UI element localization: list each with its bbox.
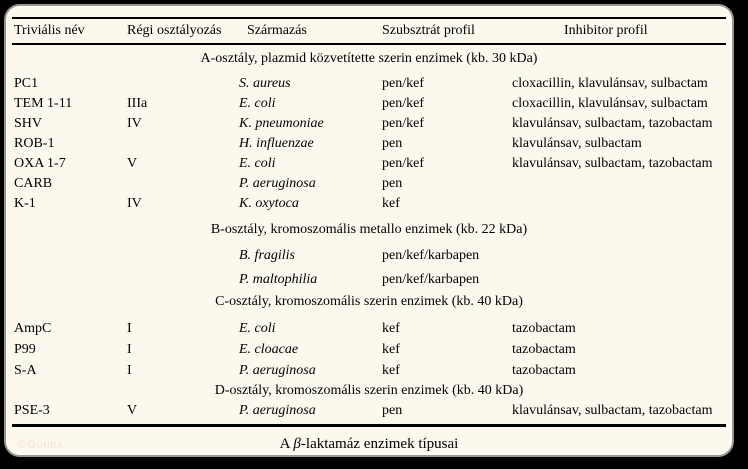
table-row bbox=[6, 244, 732, 268]
cell-old-class: I bbox=[127, 341, 132, 357]
cell-substrate: pen bbox=[382, 136, 403, 151]
table-header-row bbox=[6, 19, 732, 43]
table-row bbox=[6, 174, 732, 194]
cell-old-class: V bbox=[127, 156, 138, 171]
bottom-rule bbox=[12, 424, 726, 427]
table-row bbox=[6, 360, 732, 381]
cell-inhibitor: klavulánsav, sulbactam bbox=[512, 136, 642, 151]
cell-old-class: IIIa bbox=[127, 96, 148, 111]
cell-substrate: kef bbox=[382, 362, 400, 378]
table-content bbox=[6, 6, 732, 455]
cell-inhibitor: tazobactam bbox=[512, 320, 576, 336]
cell-old-class: I bbox=[127, 320, 132, 336]
cell-origin: E. coli bbox=[239, 96, 276, 111]
cell-origin: K. oxytoca bbox=[239, 196, 299, 211]
section-title: B-osztály, kromoszomális metallo enzimek (kb. 22 kDa) bbox=[210, 222, 528, 237]
cell-trivial-name: P99 bbox=[14, 341, 36, 357]
cell-origin: E. coli bbox=[239, 320, 276, 336]
column-header-1: Triviális név bbox=[14, 23, 85, 38]
cell-substrate: kef bbox=[382, 320, 400, 336]
section-rows bbox=[6, 244, 732, 292]
cell-inhibitor: klavulánsav, sulbactam, tazobactam bbox=[512, 116, 713, 131]
table-row bbox=[6, 134, 732, 154]
cell-origin: P. aeruginosa bbox=[239, 176, 316, 191]
column-header-4: Szubsztrát profil bbox=[382, 23, 475, 38]
table-row bbox=[6, 194, 732, 214]
cell-old-class: V bbox=[127, 403, 138, 418]
section-title: A-osztály, plazmid közvetítette szerin enzimek (kb. 30 kDa) bbox=[200, 51, 538, 66]
caption-beta-symbol: β bbox=[293, 436, 301, 452]
header-rule bbox=[12, 43, 726, 45]
cell-old-class: I bbox=[127, 362, 132, 378]
cell-old-class: IV bbox=[127, 116, 142, 131]
caption-text-before: A bbox=[279, 436, 294, 452]
cell-substrate: kef bbox=[382, 196, 400, 211]
table-caption bbox=[6, 434, 732, 454]
cell-inhibitor: cloxacillin, klavulánsav, sulbactam bbox=[512, 96, 708, 111]
cell-trivial-name: ROB-1 bbox=[14, 136, 55, 151]
cell-origin: K. pneumoniae bbox=[239, 116, 324, 131]
cell-trivial-name: AmpC bbox=[14, 320, 52, 336]
cell-inhibitor: klavulánsav, sulbactam, tazobactam bbox=[512, 156, 713, 171]
table-row bbox=[6, 114, 732, 134]
column-header-3: Származás bbox=[247, 23, 307, 38]
table-row bbox=[6, 268, 732, 292]
section-rows bbox=[6, 318, 732, 381]
cell-trivial-name: PC1 bbox=[14, 76, 39, 91]
cell-inhibitor: tazobactam bbox=[512, 341, 576, 357]
cell-trivial-name: SHV bbox=[14, 116, 43, 131]
cell-old-class: IV bbox=[127, 196, 142, 211]
cell-inhibitor: tazobactam bbox=[512, 362, 576, 378]
cell-origin: B. fragilis bbox=[239, 248, 296, 263]
caption-text-after: -laktamáz enzimek típusai bbox=[300, 436, 459, 452]
column-header-5: Inhibitor profil bbox=[564, 23, 648, 38]
cell-substrate: pen/kef bbox=[382, 96, 424, 111]
table-row bbox=[6, 74, 732, 94]
cell-substrate: kef bbox=[382, 341, 400, 357]
cell-inhibitor: cloxacillin, klavulánsav, sulbactam bbox=[512, 76, 708, 91]
table-row bbox=[6, 94, 732, 114]
table-panel bbox=[4, 4, 734, 457]
cell-substrate: pen/kef bbox=[382, 116, 424, 131]
cell-trivial-name: S-A bbox=[14, 362, 37, 378]
table-row bbox=[6, 339, 732, 360]
cell-inhibitor: klavulánsav, sulbactam, tazobactam bbox=[512, 403, 713, 418]
cell-trivial-name: OXA 1-7 bbox=[14, 156, 66, 171]
cell-substrate: pen/kef bbox=[382, 76, 424, 91]
cell-substrate: pen/kef/karbapen bbox=[382, 248, 480, 263]
cell-trivial-name: TEM 1-11 bbox=[14, 96, 73, 111]
watermark: ©Gunda bbox=[18, 439, 64, 451]
cell-substrate: pen bbox=[382, 176, 403, 191]
cell-origin: P. aeruginosa bbox=[239, 362, 316, 378]
section-rows bbox=[6, 74, 732, 214]
cell-trivial-name: K-1 bbox=[14, 196, 36, 211]
table-row bbox=[6, 401, 732, 421]
table-row bbox=[6, 154, 732, 174]
cell-origin: H. influenzae bbox=[239, 136, 314, 151]
cell-origin: P. maltophilia bbox=[239, 272, 318, 287]
cell-origin: P. aeruginosa bbox=[239, 403, 316, 418]
section-rows bbox=[6, 401, 732, 421]
cell-origin: E. coli bbox=[239, 156, 276, 171]
cell-origin: E. cloacae bbox=[239, 341, 299, 357]
column-header-2: Régi osztályozás bbox=[127, 23, 222, 38]
cell-substrate: pen bbox=[382, 403, 403, 418]
cell-trivial-name: PSE-3 bbox=[14, 403, 50, 418]
cell-substrate: pen/kef bbox=[382, 156, 424, 171]
table-body bbox=[6, 49, 732, 421]
cell-trivial-name: CARB bbox=[14, 176, 53, 191]
cell-substrate: pen/kef/karbapen bbox=[382, 272, 480, 287]
cell-origin: S. aureus bbox=[239, 76, 291, 91]
section-title: D-osztály, kromoszomális szerin enzimek (kb. 40 kDa) bbox=[214, 383, 524, 398]
section-title: C-osztály, kromoszomális szerin enzimek (kb. 40 kDa) bbox=[215, 294, 523, 309]
table-row bbox=[6, 318, 732, 339]
